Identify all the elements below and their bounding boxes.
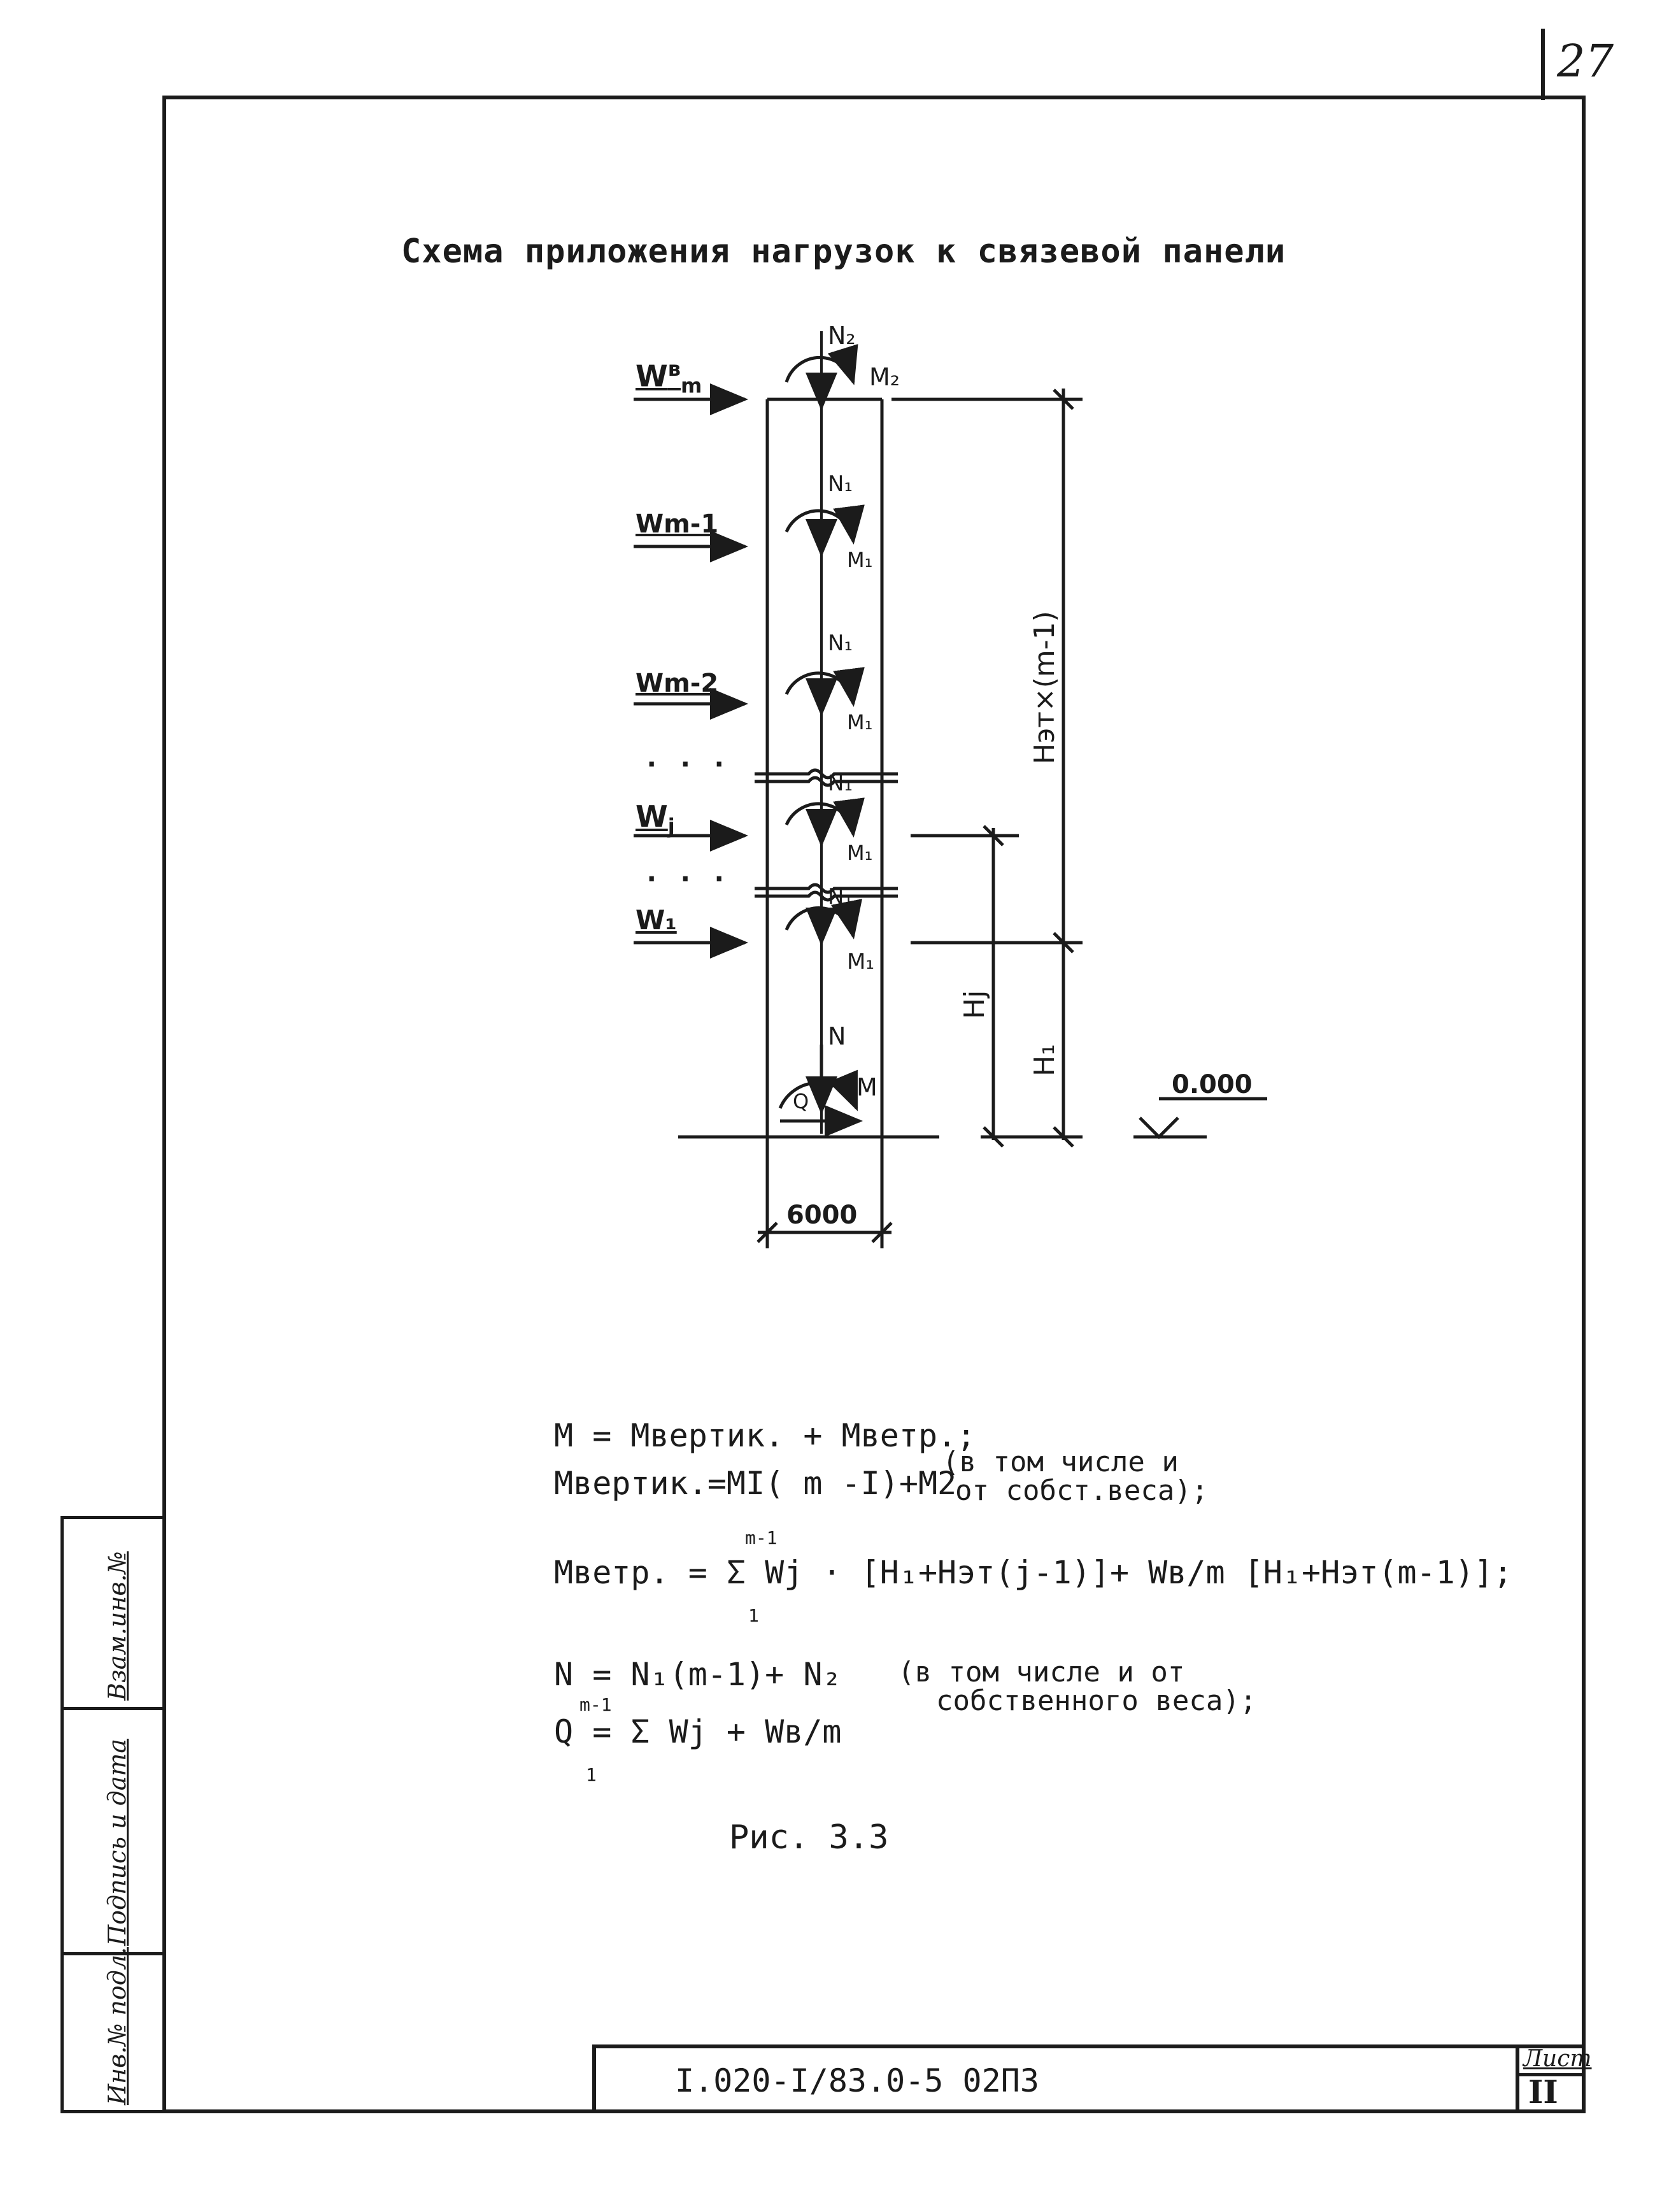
formula-1: M = Mвертик. + Mветр.; [554, 1417, 976, 1454]
moment-arc-top [786, 357, 853, 382]
label-dim-1: H₁ [1028, 1044, 1061, 1076]
label-wm-2: Wm-2 [636, 669, 719, 698]
dots-lower: · · · [643, 863, 728, 896]
label-m1-a: M₁ [847, 548, 873, 572]
label-m2: M₂ [869, 363, 900, 391]
label-w1: W₁ [636, 904, 677, 936]
label-n: N [828, 1022, 846, 1050]
formula-4: N = N₁(m-1)+ N₂ [554, 1656, 842, 1693]
label-m: M [856, 1073, 877, 1101]
label-wj: $W_j$ [636, 799, 675, 839]
label-n1-a: N₁ [828, 471, 853, 497]
document-code: I.020-I/83.0-5 02ПЗ [675, 2062, 1039, 2099]
label-m1-d: M₁ [847, 949, 874, 974]
formula-5-sum-bot: 1 [586, 1764, 597, 1785]
side-label-inventory: Инв.№ подл. [103, 1946, 131, 2105]
formula-3-sum-bot: 1 [748, 1605, 759, 1626]
formula-5-sum-top: m-1 [579, 1694, 612, 1715]
sheet-number: II [1528, 2073, 1558, 2111]
side-label-signature: Подпись и дата [103, 1738, 131, 1946]
label-q: Q [793, 1089, 809, 1113]
label-n1-c: N₁ [828, 771, 853, 796]
side-stamp-strip [60, 1516, 162, 2113]
label-dim-total: Hэт×(m-1) [1028, 611, 1061, 764]
moment-arc-base [780, 1083, 856, 1108]
side-cell-replace [64, 1519, 162, 1710]
break-line-lower [755, 885, 898, 892]
formula-2-note-a: (в том числе и [942, 1446, 1179, 1478]
label-n2: N₂ [828, 322, 856, 350]
formula-5: Q = Σ Wj + Wв/m [554, 1713, 842, 1750]
page-number: 27 [1557, 35, 1614, 87]
label-m1-c: M₁ [847, 841, 873, 865]
sheet-label: Лист [1523, 2046, 1592, 2072]
formula-4-note-a: (в том числе и от [898, 1656, 1185, 1688]
formula-2: Mвертик.=MI( m -I)+M2 [554, 1465, 957, 1502]
formula-4-note-b: собственного веса); [936, 1685, 1257, 1717]
figure-caption: Рис. 3.3 [729, 1818, 889, 1857]
label-level: 0.000 [1172, 1070, 1253, 1099]
label-width: 6000 [786, 1201, 858, 1230]
side-label-replace: Взам.инв.№ [103, 1551, 131, 1701]
dots-upper: · · · [643, 748, 728, 781]
label-wm-1: Wm-1 [636, 510, 719, 539]
label-m1-b: M₁ [847, 710, 873, 734]
figure-title: Схема приложения нагрузок к связевой панели [401, 232, 1286, 271]
label-dim-j: Hj [958, 990, 991, 1019]
formula-3: Mветр. = Σ Wj · [H₁+Hэт(j-1)]+ Wв/m [H₁+Hэт(m-1)]; [554, 1554, 1513, 1591]
side-cell-signature [64, 1710, 162, 1955]
side-cell-inventory [64, 1946, 162, 2113]
label-wm-top: $W^в_m$ [636, 357, 702, 398]
formula-2-note-b: от собст.веса); [955, 1474, 1209, 1507]
label-n1-d: N₁ [828, 884, 853, 910]
break-line-upper [755, 770, 898, 778]
formula-3-sum-top: m-1 [745, 1527, 778, 1548]
level-mark [1140, 1118, 1178, 1137]
label-n1-b: N₁ [828, 631, 853, 656]
